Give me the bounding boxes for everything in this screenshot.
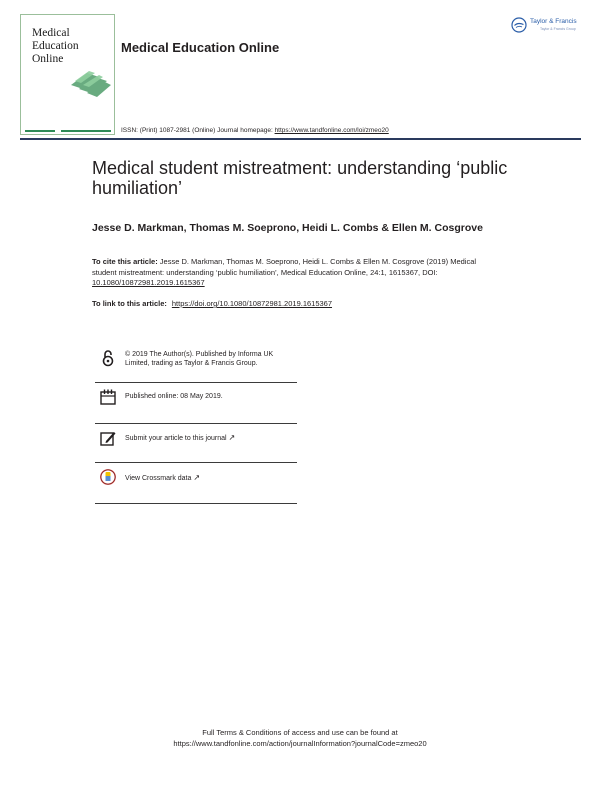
external-link-icon: ↗ <box>193 473 201 482</box>
journal-cover-thumbnail <box>20 14 115 135</box>
crossmark-link[interactable] <box>125 474 200 483</box>
cover-footer-stripe <box>21 127 114 132</box>
crossmark-text: View Crossmark data <box>125 475 192 482</box>
citation-text: Jesse D. Markman, Thomas M. Soeprono, Heidi L. Combs & Ellen M. Cosgrove (2019) Medical student mistreatment: understanding ‘public humiliation’, Medical Education Online, 24:1, 1615367, DOI: <box>92 257 477 277</box>
journal-title: Medical Education Online <box>121 40 280 55</box>
footer-terms-link[interactable]: https://www.tandfonline.com/action/journalInformation?journalCode=zmeo20 <box>173 739 427 748</box>
footer-terms-text: Full Terms & Conditions of access and use can be found at <box>202 728 398 737</box>
footer-terms <box>0 727 600 749</box>
publisher-subtitle: Taylor & Francis Group <box>540 27 576 31</box>
citation-block <box>92 257 492 289</box>
article-link-label: To link to this article: <box>92 299 167 308</box>
article-link-line <box>92 299 332 308</box>
crossmark-row[interactable] <box>95 462 297 504</box>
citation-doi-link[interactable]: 10.1080/10872981.2019.1615367 <box>92 278 205 287</box>
publisher-logo[interactable] <box>511 17 586 37</box>
row-divider <box>95 503 297 504</box>
published-date-text: Published online: 08 May 2019. <box>125 393 223 400</box>
calendar-icon <box>100 388 116 406</box>
crossmark-icon <box>100 468 116 486</box>
open-access-text: © 2019 The Author(s). Published by Informa UK Limited, trading as Taylor & Francis Group. <box>125 351 274 367</box>
pencil-edit-icon <box>100 429 116 447</box>
open-access-lock-icon <box>100 349 116 367</box>
published-date-row <box>95 382 297 414</box>
row-divider <box>95 462 297 463</box>
cover-title: Medical Education Online <box>32 27 79 65</box>
issn-text: ISSN: (Print) 1087-2981 (Online) Journal homepage: <box>121 127 275 134</box>
row-divider <box>95 423 297 424</box>
journal-homepage-link[interactable]: https://www.tandfonline.com/loi/zmeo20 <box>274 127 389 134</box>
article-authors: Jesse D. Markman, Thomas M. Soeprono, Heidi L. Combs & Ellen M. Cosgrove <box>92 222 483 234</box>
cover-artwork-icon <box>69 55 113 101</box>
row-divider <box>95 382 297 383</box>
issn-line <box>121 127 389 134</box>
publisher-name: Taylor & Francis <box>530 18 577 25</box>
external-link-icon: ↗ <box>228 433 236 442</box>
citation-label: To cite this article: <box>92 257 158 266</box>
article-doi-url-link[interactable]: https://doi.org/10.1080/10872981.2019.1615367 <box>171 299 333 308</box>
header-divider <box>20 138 581 140</box>
publisher-emblem-icon <box>511 17 527 33</box>
submit-article-link[interactable] <box>125 434 235 443</box>
article-title: Medical student mistreatment: understanding ‘public humiliation’ <box>92 158 508 198</box>
submit-article-text: Submit your article to this journal <box>125 435 227 442</box>
submit-article-row[interactable] <box>95 423 297 463</box>
